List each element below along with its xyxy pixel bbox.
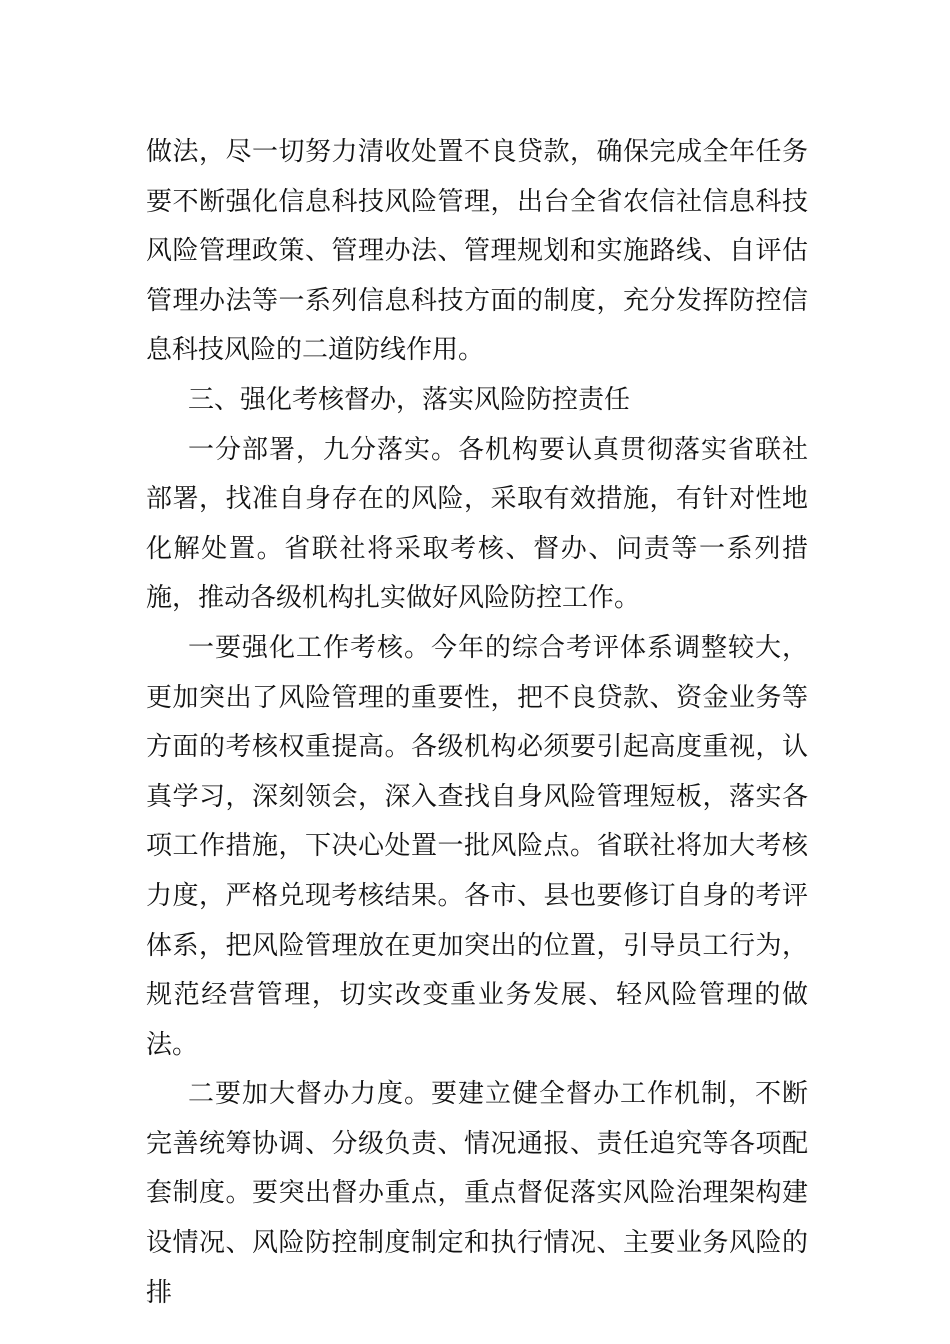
section-heading: 三、强化考核督办，落实风险防控责任 <box>188 384 631 415</box>
paragraph: 一要强化工作考核。今年的综合考评体系调整较大，更加突出了风险管理的重要性，把不良贷款、资金业务等方面的考核权重提高。各级机构必须要引起高度重视，认真学习，深刻领会，深入查找自身风险管理短板，落实各项工作措施，下决心处置一批风险点。省联社将加大考核力度，严格兑现考核结果。各市、县也要修订自身的考评体系，把风险管理放在更加突出的位置，引导员工行为，规范经营管理，切实改变重业务发展、轻风险管理的做法。 <box>146 632 808 1060</box>
paragraph: 二要加大督办力度。要建立健全督办工作机制，不断完善统筹协调、分级负责、情况通报、责任追究等各项配套制度。要突出督办重点，重点督促落实风险治理架构建设情况、风险防控制度制定和执行情况、主要业务风险的排 <box>146 1079 808 1308</box>
paragraph: 一分部署，九分落实。各机构要认真贯彻落实省联社部署，找准自身存在的风险，采取有效措施，有针对性地化解处置。省联社将采取考核、督办、问责等一系列措施，推动各级机构扎实做好风险防控工作。 <box>146 434 808 614</box>
paragraph-continuation: 做法，尽一切努力清收处置不良贷款，确保完成全年任务要不断强化信息科技风险管理，出台全省农信社信息科技风险管理政策、管理办法、管理规划和实施路线、自评估管理办法等一系列信息科技方面的制度，充分发挥防控信息科技风险的二道防线作用。 <box>146 137 808 366</box>
document-body <box>146 128 808 1318</box>
